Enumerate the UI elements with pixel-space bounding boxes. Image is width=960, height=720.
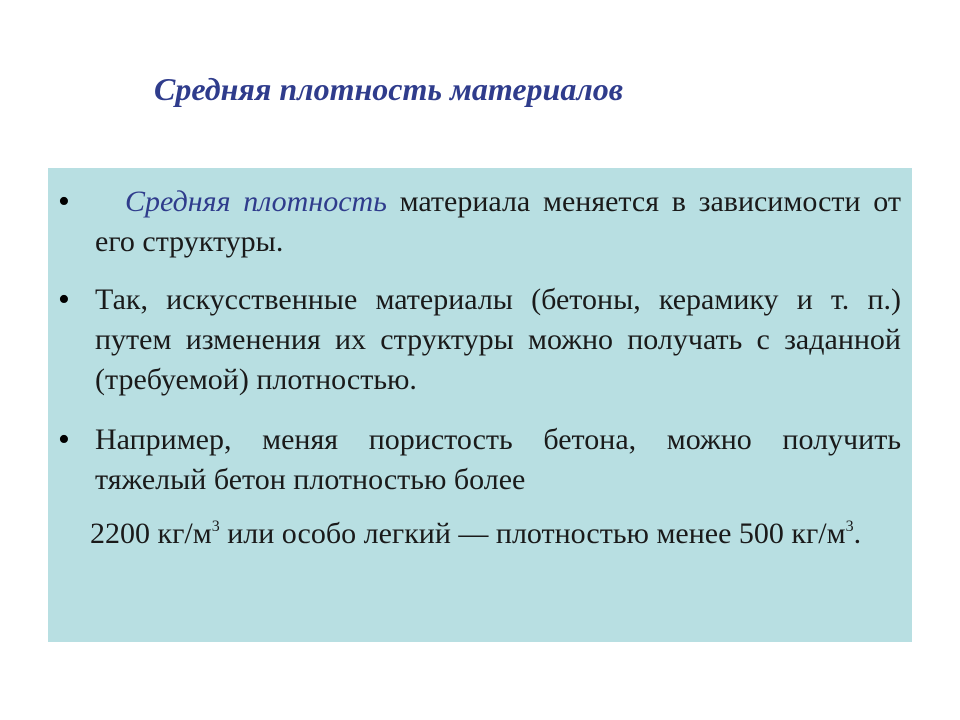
bullet-text: Так, искусственные материалы (бетоны, керамику и т. п.) путем изменения их структуры можно получать с заданной (требуемой) плотностью. <box>95 283 901 396</box>
lead-term: Средняя плотность <box>125 185 387 218</box>
continuation-part3: . <box>853 517 862 550</box>
bullet-text-body: материала меняется в зависимости от его структуры. <box>95 185 902 258</box>
content-box <box>48 168 912 642</box>
slide-title: Средняя плотность материалов <box>154 71 624 107</box>
superscript-cubed: 3 <box>211 518 220 535</box>
continuation-part1: 2200 кг/м <box>90 517 212 550</box>
superscript-cubed: 3 <box>845 518 854 535</box>
bullet-marker: • <box>58 183 70 220</box>
continuation-paragraph <box>90 514 901 554</box>
bullet-marker: • <box>58 281 70 318</box>
bullet-marker: • <box>58 421 70 458</box>
bullet-text: Например, меняя пористость бетона, можно получить тяжелый бетон плотностью более <box>95 423 901 496</box>
bullet-text <box>95 182 901 262</box>
continuation-part2: или особо легкий — плотностью менее 500 кг/м <box>219 517 846 550</box>
